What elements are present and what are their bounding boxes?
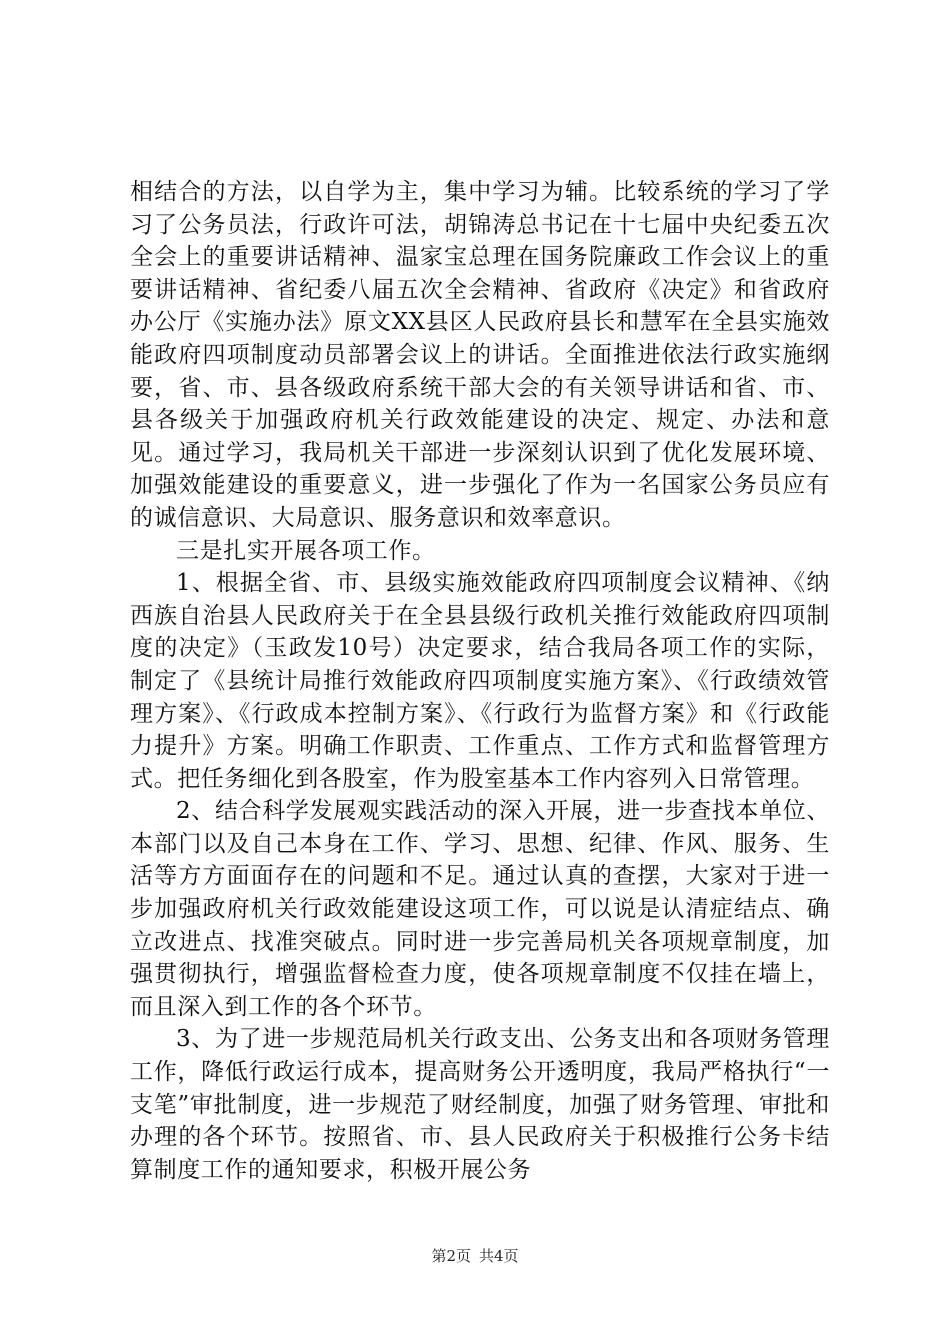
document-body	[130, 176, 830, 1186]
page-number: 第2页	[431, 1247, 471, 1265]
paragraph-item-3: 3、为了进一步规范局机关行政支出、公务支出和各项财务管理工作，降低行政运行成本，提高财务公开透明度，我局严格执行“一支笔”审批制度，进一步规范了财经制度，加强了财务管理、审批和办理的各个环节。按照省、市、县人民政府关于积极推行公务卡结算制度工作的通知要求，积极开展公务	[130, 1026, 830, 1183]
paragraph-section-heading: 三是扎实开展各项工作。	[176, 537, 436, 564]
total-pages: 共4页	[479, 1247, 519, 1265]
page-footer	[0, 1245, 950, 1266]
paragraph-study-summary: 相结合的方法，以自学为主，集中学习为辅。比较系统的学习了学习了公务员法，行政许可法，胡锦涛总书记在十七届中央纪委五次全会上的重要讲话精神、温家宝总理在国务院廉政工作会议上的重要讲话精神、省纪委八届五次全会精神、省政府《决定》和省政府办公厅《实施办法》原文XX县区人民政府县长和慧军在全县实施效能政府四项制度动员部署会议上的讲话。全面推进依法行政实施纲要，省、市、县各级政府系统干部大会的有关领导讲话和省、市、县各级关于加强政府机关行政效能建设的决定、规定、办法和意见。通过学习，我局机关干部进一步深刻认识到了优化发展环境、加强效能建设的重要意义，进一步强化了作为一名国家公务员应有的诚信意识、大局意识、服务意识和效率意识。	[130, 179, 830, 531]
paragraph-item-1: 1、根据全省、市、县级实施效能政府四项制度会议精神、《纳西族自治县人民政府关于在全县县级行政机关推行效能政府四项制度的决定》（玉政发10号）决定要求，结合我局各项工作的实际，制定了《县统计局推行效能政府四项制度实施方案》、《行政绩效管理方案》、《行政成本控制方案》、《行政行为监督方案》和《行政能力提升》方案。明确工作职责、工作重点、工作方式和监督管理方式。把任务细化到各股室，作为股室基本工作内容列入日常管理。	[130, 570, 830, 792]
paragraph-item-2: 2、结合科学发展观实践活动的深入开展，进一步查找本单位、本部门以及自己本身在工作、学习、思想、纪律、作风、服务、生活等方方面面存在的问题和不足。通过认真的查摆，大家对于进一步加强政府机关行政效能建设这项工作，可以说是认清症结点、确立改进点、找准突破点。同时进一步完善局机关各项规章制度，加强贯彻执行，增强监督检查力度，使各项规章制度不仅挂在墙上，而且深入到工作的各个环节。	[130, 798, 830, 1020]
